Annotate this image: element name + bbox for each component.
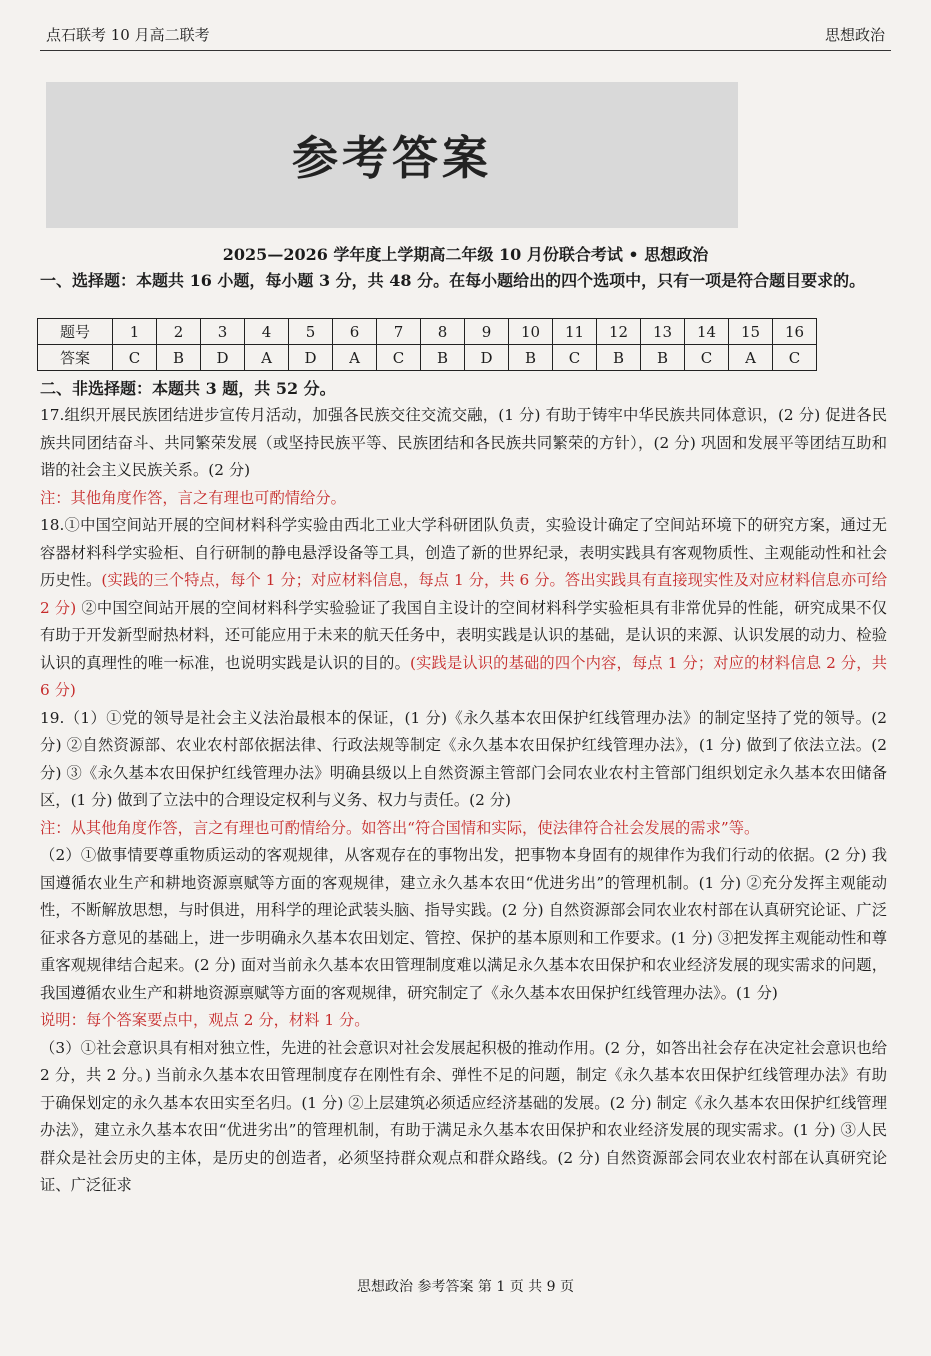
grading-note: (实践的三个特点，每个 1 分；对应材料信息，每点 1 分，共 6 分。答出实践具有直接现实性及对应材料信息亦可给 2 分): [40, 571, 887, 617]
row-label-answer: 答案: [38, 345, 113, 371]
answer-paragraph: [40, 1007, 887, 1035]
answer-cell: C: [113, 345, 157, 371]
answer-paragraph: [40, 485, 887, 513]
question-number-cell: 9: [465, 319, 509, 345]
question-number-cell: 5: [289, 319, 333, 345]
question-number-cell: 10: [509, 319, 553, 345]
section-1-heading: 一、选择题：本题共 16 小题，每小题 3 分，共 48 分。在每小题给出的四个选项中，只有一项是符合题目要求的。: [40, 271, 866, 290]
answer-cell: B: [597, 345, 641, 371]
answer-table: [37, 318, 817, 371]
answer-content: [40, 402, 887, 1200]
page-title: 参考答案: [292, 131, 492, 185]
answer-cell: B: [421, 345, 465, 371]
question-number-cell: 11: [553, 319, 597, 345]
answer-cell: A: [333, 345, 377, 371]
header-exam-name: 点石联考 10 月高二联考: [46, 26, 210, 44]
answer-cell: A: [245, 345, 289, 371]
answer-cell: A: [729, 345, 773, 371]
question-number-cell: 7: [377, 319, 421, 345]
answer-paragraph: [40, 705, 887, 815]
page-footer: 思想政治 参考答案 第 1 页 共 9 页: [357, 1279, 574, 1295]
answer-cell: C: [773, 345, 817, 371]
answer-text: 18.①中国空间站开展的空间材料科学实验由西北工业大学科研团队负责，实验设计确定了空间站环境下的研究方案，通过无容器材料科学实验柜、自行研制的静电悬浮设备等工具，创造了新的世界纪录，表明实践具有客观物质性、主观能动性和社会历史性。: [40, 516, 887, 589]
answer-cell: B: [641, 345, 685, 371]
grading-note: 说明：每个答案要点中，观点 2 分，材料 1 分。: [40, 1011, 370, 1029]
question-number-cell: 4: [245, 319, 289, 345]
answer-cell: B: [509, 345, 553, 371]
answer-cell: C: [377, 345, 421, 371]
question-number-cell: 1: [113, 319, 157, 345]
answer-cell: D: [465, 345, 509, 371]
answer-paragraph: [40, 842, 887, 1007]
answer-table-number-row: [38, 319, 817, 345]
answer-paragraph: [40, 815, 887, 843]
question-number-cell: 6: [333, 319, 377, 345]
header-divider: [40, 50, 891, 51]
answer-cell: C: [553, 345, 597, 371]
answer-table-answer-row: [38, 345, 817, 371]
question-number-cell: 12: [597, 319, 641, 345]
answer-paragraph: [40, 512, 887, 705]
row-label-number: 题号: [38, 319, 113, 345]
answer-text: （2）①做事情要尊重物质运动的客观规律，从客观存在的事物出发，把事物本身固有的规律作为我们行动的依据。(2 分) 我国遵循农业生产和耕地资源禀赋等方面的客观规律，建立永久基本农田“优进劣出”的管理机制。(1 分) ②充分发挥主观能动性，不断解放思想，与时俱进，用科学的理论武装头脑、指导实践。(2 分) 自然资源部会同农业农村部在认真研究论证、广泛征求各方意见的基础上，进一步明确永久基本农田划定、管控、保护的基本原则和工作要求。(1 分) ③把发挥主观能动性和尊重客观规律结合起来。(2 分) 面对当前永久基本农田管理制度难以满足永久基本农田保护和农业经济发展的现实需求的问题，我国遵循农业生产和耕地资源禀赋等方面的客观规律，研究制定了《永久基本农田保护红线管理办法》。(1 分): [40, 846, 887, 1002]
answer-cell: D: [289, 345, 333, 371]
question-number-cell: 3: [201, 319, 245, 345]
question-number-cell: 15: [729, 319, 773, 345]
grading-note: 注：其他角度作答，言之有理也可酌情给分。: [40, 488, 346, 507]
question-number-cell: 16: [773, 319, 817, 345]
answer-cell: B: [157, 345, 201, 371]
header-subject: 思想政治: [824, 26, 885, 44]
answer-cell: C: [685, 345, 729, 371]
section-2-heading: 二、非选择题：本题共 3 题，共 52 分。: [40, 379, 336, 398]
question-number-cell: 8: [421, 319, 465, 345]
grading-note: 注：从其他角度作答，言之有理也可酌情给分。如答出“符合国情和实际，使法律符合社会发展的需求”等。: [40, 818, 760, 837]
title-banner: [46, 82, 738, 228]
answer-paragraph: [40, 1035, 887, 1200]
grading-note: (实践是认识的基础的四个内容，每点 1 分；对应的材料信息 2 分，共 6 分): [40, 653, 887, 699]
answer-paragraph: [40, 402, 887, 485]
answer-text: 19.（1）①党的领导是社会主义法治最根本的保证，(1 分)《永久基本农田保护红线管理办法》的制定坚持了党的领导。(2 分) ②自然资源部、农业农村部依据法律、行政法规等制定《永久基本农田保护红线管理办法》，(1 分) 做到了依法立法。(2 分) ③《永久基本农田保护红线管理办法》明确县级以上自然资源主管部门会同农业农村主管部门组织划定永久基本农田储备区，(1 分) 做到了立法中的合理设定权利与义务、权力与责任。(2 分): [40, 708, 887, 809]
answer-text: （3）①社会意识具有相对独立性，先进的社会意识对社会发展起积极的推动作用。(2 分，如答出社会存在决定社会意识也给 2 分，共 2 分。) 当前永久基本农田管理制度存在刚性有余、弹性不足的问题，制定《永久基本农田保护红线管理办法》有助于确保划定的永久基本农田实至名归。(1 分) ②上层建筑必须适应经济基础的发展。(2 分) 制定《永久基本农田保护红线管理办法》，建立永久基本农田“优进劣出”的管理机制，有助于满足永久基本农田保护和农业经济发展的现实需求。(1 分) ③人民群众是社会历史的主体，是历史的创造者，必须坚持群众观点和群众路线。(2 分) 自然资源部会同农业农村部在认真研究论证、广泛征求: [40, 1038, 887, 1194]
question-number-cell: 14: [685, 319, 729, 345]
exam-subtitle: 2025—2026 学年度上学期高二年级 10 月份联合考试 • 思想政治: [222, 245, 709, 264]
answer-text: 17.组织开展民族团结进步宣传月活动，加强各民族交往交流交融，(1 分) 有助于铸牢中华民族共同体意识，(2 分) 促进各民族共同团结奋斗、共同繁荣发展（或坚持民族平等、民族团结和各民族共同繁荣的方针），(2 分) 巩固和发展平等团结互助和谐的社会主义民族关系。(2 分): [40, 406, 887, 479]
question-number-cell: 13: [641, 319, 685, 345]
answer-cell: D: [201, 345, 245, 371]
answer-text: ②中国空间站开展的空间材料科学实验验证了我国自主设计的空间材料科学实验柜具有非常优异的性能，研究成果不仅有助于开发新型耐热材料，还可能应用于未来的航天任务中，表明实践是认识的基础，是认识的来源、认识发展的动力、检验认识的真理性的唯一标准，也说明实践是认识的目的。: [40, 598, 887, 672]
question-number-cell: 2: [157, 319, 201, 345]
